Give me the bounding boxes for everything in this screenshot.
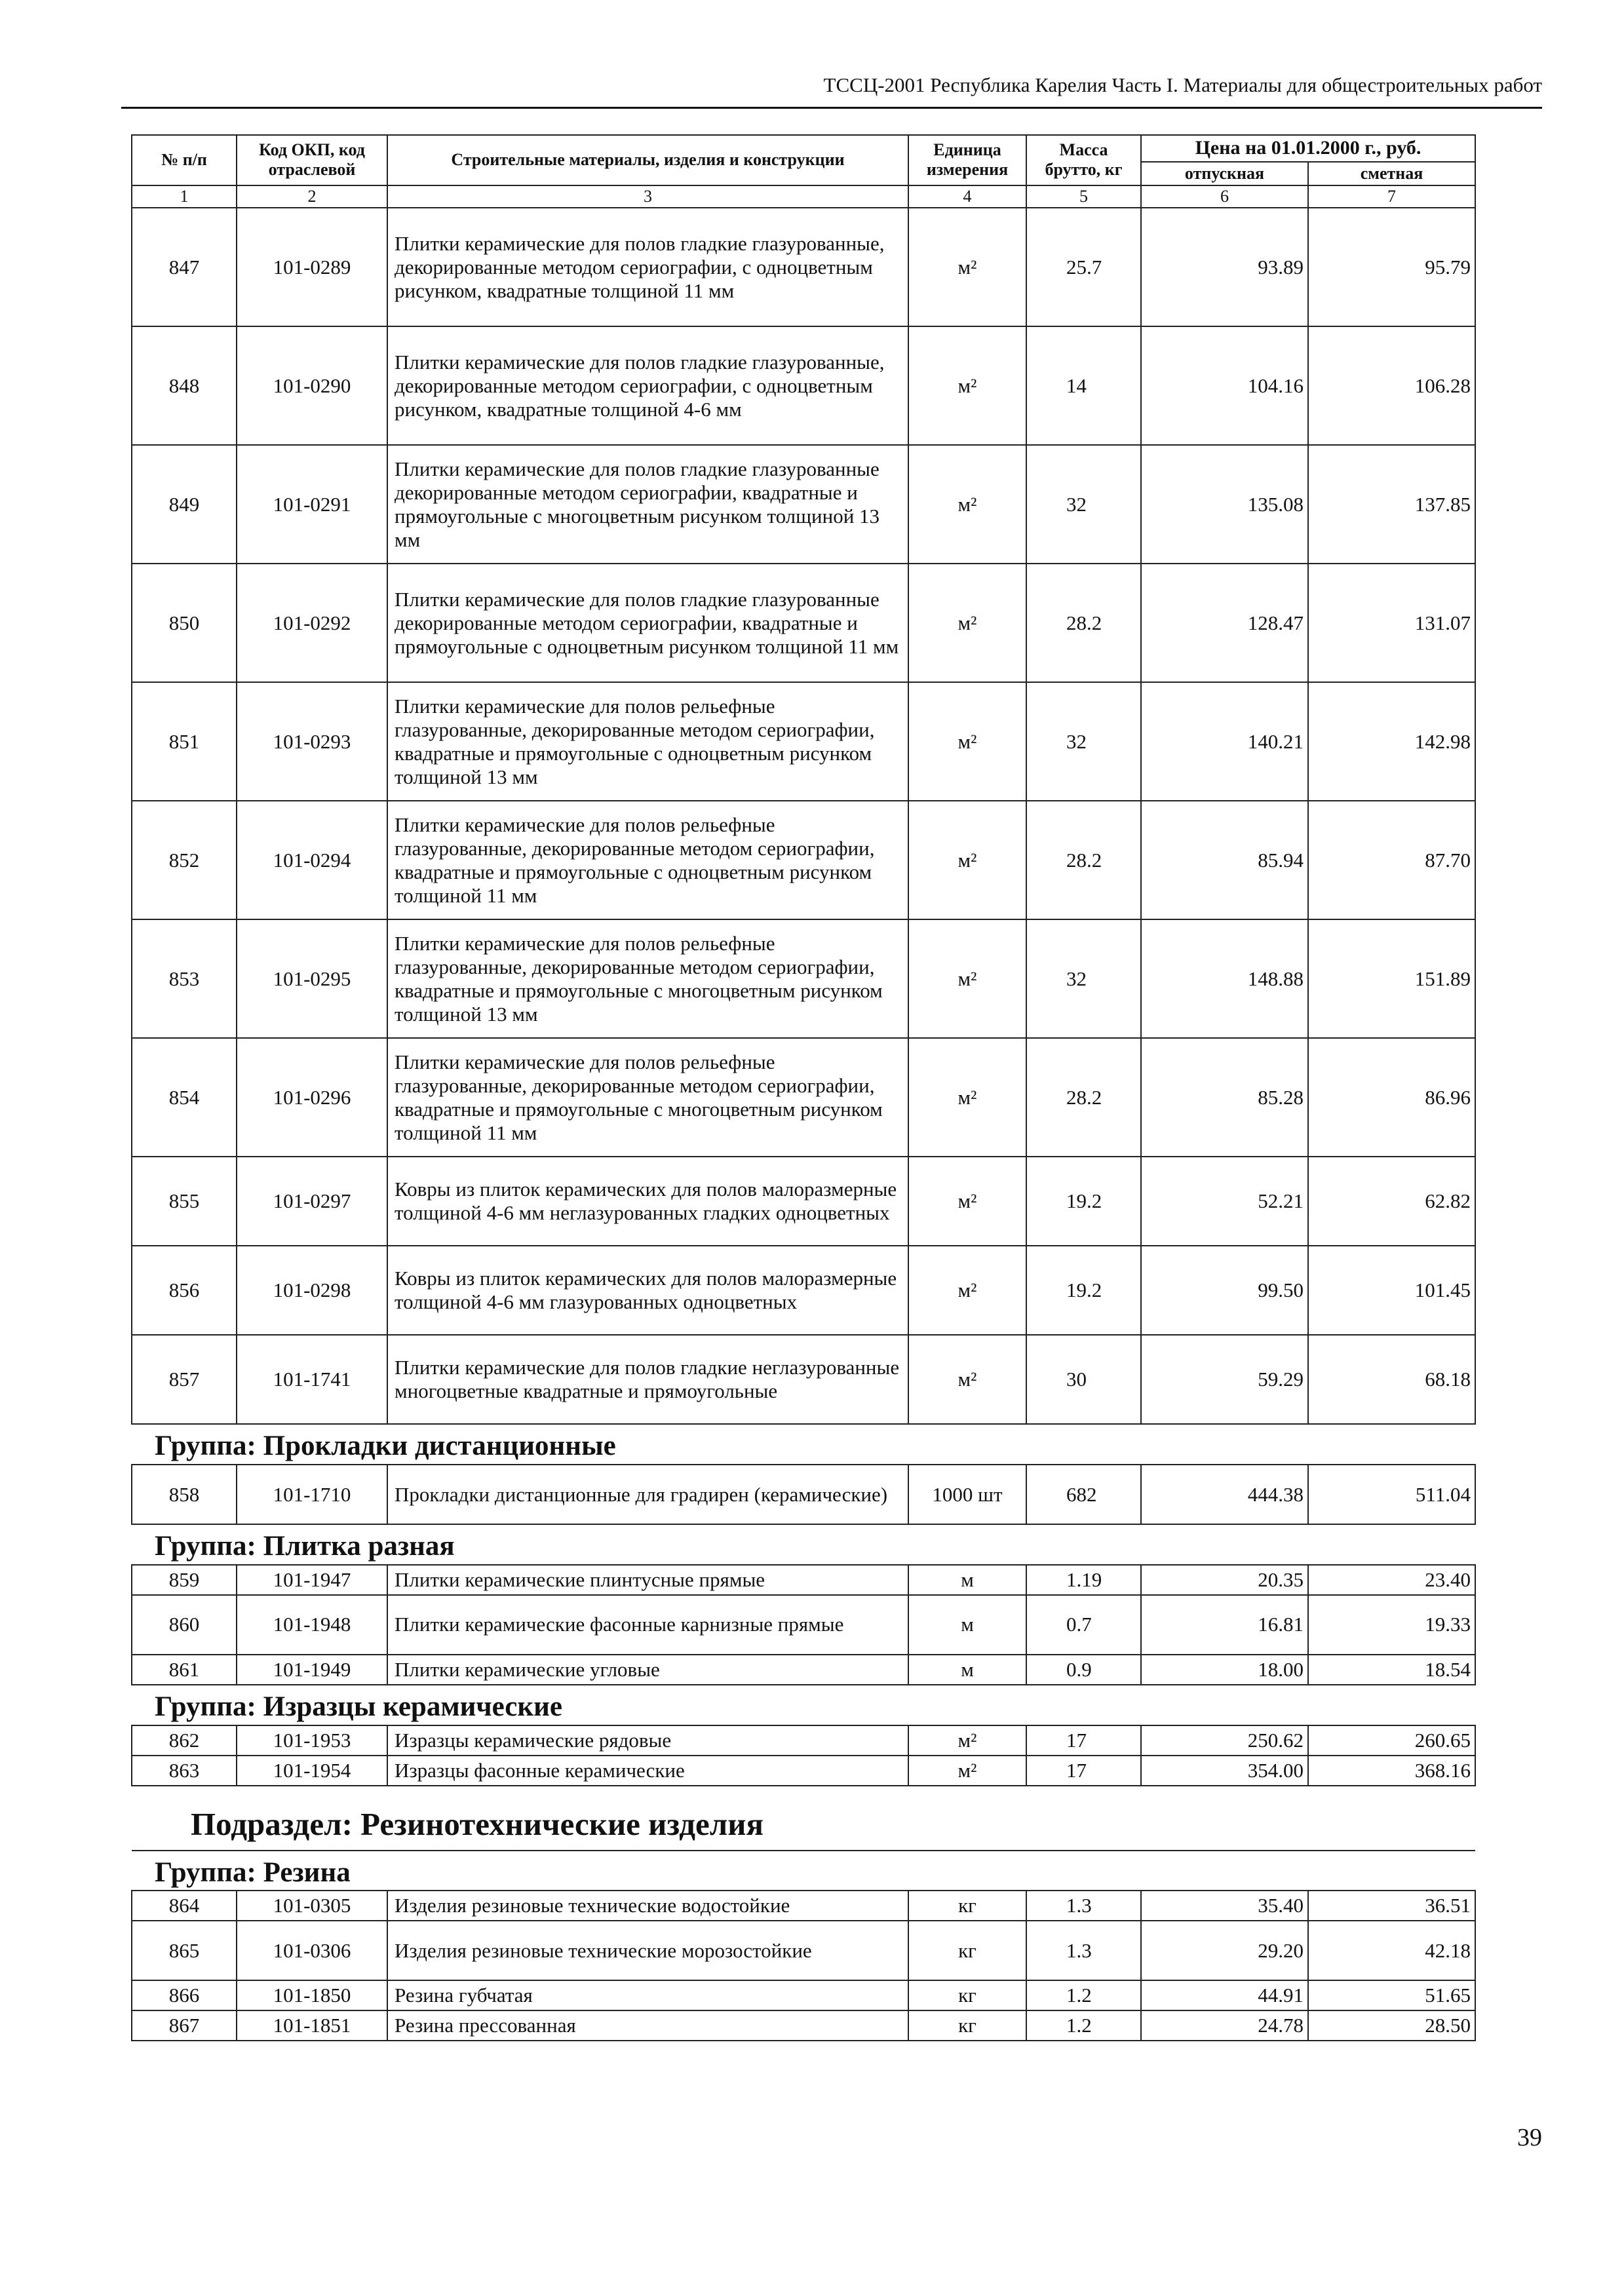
row-name: Плитки керамические для полов гладкие глазурованные декорированные методом сериографии, квадратные и прямоугольные с одноцветным рисунком толщиной 11 мм: [387, 564, 908, 682]
subsection-heading: [132, 1786, 1475, 1851]
table-row: [132, 1980, 1475, 2010]
row-price-release: 128.47: [1141, 564, 1308, 682]
column-number-row: [132, 185, 1475, 208]
row-unit: м²: [908, 1335, 1026, 1424]
row-price-estimate: 151.89: [1308, 919, 1475, 1038]
materials-price-table: [131, 134, 1476, 2041]
page-number: 39: [1517, 2124, 1542, 2151]
row-code: 101-0294: [237, 801, 387, 919]
table-row: [132, 1655, 1475, 1685]
row-price-release: 24.78: [1141, 2010, 1308, 2041]
row-unit: м²: [908, 326, 1026, 445]
row-num: 851: [132, 682, 237, 801]
table-row: [132, 208, 1475, 326]
group-heading-rubber: [132, 1851, 1475, 1891]
row-unit: м²: [908, 208, 1026, 326]
row-name: Плитки керамические для полов рельефные глазурованные, декорированные методом сериографии, квадратные и прямоугольные с многоцветным рисунком толщиной 11 мм: [387, 1038, 908, 1157]
row-price-estimate: 62.82: [1308, 1157, 1475, 1246]
row-code: 101-1953: [237, 1725, 387, 1756]
column-number: 5: [1026, 185, 1141, 208]
group-heading-izraztsy: [132, 1685, 1475, 1725]
group-title: Группа: Изразцы керамические: [132, 1685, 1475, 1725]
header-divider: [121, 107, 1542, 109]
row-mass: 0.9: [1026, 1655, 1141, 1685]
row-name: Прокладки дистанционные для градирен (керамические): [387, 1465, 908, 1524]
row-unit: м²: [908, 445, 1026, 564]
row-unit: м: [908, 1655, 1026, 1685]
page-header-title: ТССЦ-2001 Республика Карелия Часть I. Материалы для общестроительных работ: [823, 73, 1542, 96]
row-price-estimate: 87.70: [1308, 801, 1475, 919]
row-unit: м²: [908, 1038, 1026, 1157]
row-mass: 0.7: [1026, 1595, 1141, 1655]
row-num: 867: [132, 2010, 237, 2041]
column-number: 1: [132, 185, 237, 208]
row-mass: 17: [1026, 1725, 1141, 1756]
table-row: [132, 1921, 1475, 1980]
col-header-num: № п/п: [132, 135, 237, 185]
row-name: Плитки керамические для полов рельефные глазурованные, декорированные методом сериографии, квадратные и прямоугольные с одноцветным рисунком толщиной 11 мм: [387, 801, 908, 919]
table-row: [132, 1157, 1475, 1246]
col-header-unit: Единица измерения: [908, 135, 1026, 185]
row-mass: 25.7: [1026, 208, 1141, 326]
row-code: 101-1710: [237, 1465, 387, 1524]
column-number: 4: [908, 185, 1026, 208]
row-price-estimate: 18.54: [1308, 1655, 1475, 1685]
row-code: 101-0292: [237, 564, 387, 682]
row-num: 859: [132, 1565, 237, 1595]
row-num: 866: [132, 1980, 237, 2010]
row-num: 847: [132, 208, 237, 326]
row-price-estimate: 368.16: [1308, 1756, 1475, 1786]
row-price-estimate: 28.50: [1308, 2010, 1475, 2041]
row-mass: 32: [1026, 445, 1141, 564]
table-row: [132, 1725, 1475, 1756]
row-price-estimate: 19.33: [1308, 1595, 1475, 1655]
row-name: Изделия резиновые технические морозостойкие: [387, 1921, 908, 1980]
row-price-estimate: 101.45: [1308, 1246, 1475, 1335]
row-num: 862: [132, 1725, 237, 1756]
row-price-release: 85.94: [1141, 801, 1308, 919]
row-num: 854: [132, 1038, 237, 1157]
table-row: [132, 1038, 1475, 1157]
row-name: Ковры из плиток керамических для полов малоразмерные толщиной 4-6 мм глазурованных одноцветных: [387, 1246, 908, 1335]
row-num: 858: [132, 1465, 237, 1524]
row-code: 101-0305: [237, 1891, 387, 1921]
table-row: [132, 445, 1475, 564]
row-code: 101-1851: [237, 2010, 387, 2041]
row-price-release: 135.08: [1141, 445, 1308, 564]
row-mass: 682: [1026, 1465, 1141, 1524]
row-price-release: 148.88: [1141, 919, 1308, 1038]
row-unit: м: [908, 1565, 1026, 1595]
row-name: Изразцы фасонные керамические: [387, 1756, 908, 1786]
table-row: [132, 919, 1475, 1038]
row-code: 101-0295: [237, 919, 387, 1038]
row-mass: 17: [1026, 1756, 1141, 1786]
row-name: Плитки керамические для полов гладкие глазурованные, декорированные методом сериографии, с одноцветным рисунком, квадратные толщиной 11 мм: [387, 208, 908, 326]
row-num: 848: [132, 326, 237, 445]
row-num: 852: [132, 801, 237, 919]
row-mass: 1.2: [1026, 1980, 1141, 2010]
row-num: 850: [132, 564, 237, 682]
column-number: 6: [1141, 185, 1308, 208]
row-price-release: 354.00: [1141, 1756, 1308, 1786]
row-unit: кг: [908, 2010, 1026, 2041]
row-name: Плитки керамические для полов рельефные глазурованные, декорированные методом сериографии, квадратные и прямоугольные с многоцветным рисунком толщиной 13 мм: [387, 919, 908, 1038]
row-unit: кг: [908, 1891, 1026, 1921]
row-price-release: 16.81: [1141, 1595, 1308, 1655]
row-num: 857: [132, 1335, 237, 1424]
col-header-mass: Масса брутто, кг: [1026, 135, 1141, 185]
row-num: 863: [132, 1756, 237, 1786]
table-row: [132, 682, 1475, 801]
row-mass: 14: [1026, 326, 1141, 445]
row-mass: 19.2: [1026, 1157, 1141, 1246]
row-num: 864: [132, 1891, 237, 1921]
row-price-estimate: 260.65: [1308, 1725, 1475, 1756]
row-price-release: 93.89: [1141, 208, 1308, 326]
row-price-release: 29.20: [1141, 1921, 1308, 1980]
row-price-release: 99.50: [1141, 1246, 1308, 1335]
row-price-release: 444.38: [1141, 1465, 1308, 1524]
row-unit: м: [908, 1595, 1026, 1655]
table-row: [132, 2010, 1475, 2041]
col-header-code: Код ОКП, код отраслевой: [237, 135, 387, 185]
row-mass: 32: [1026, 919, 1141, 1038]
row-price-estimate: 86.96: [1308, 1038, 1475, 1157]
row-price-release: 250.62: [1141, 1725, 1308, 1756]
row-unit: кг: [908, 1921, 1026, 1980]
table-row: [132, 801, 1475, 919]
subsection-title: Подраздел: Резинотехнические изделия: [132, 1786, 1475, 1851]
group-heading-spacers: [132, 1424, 1475, 1465]
row-price-estimate: 95.79: [1308, 208, 1475, 326]
row-price-estimate: 42.18: [1308, 1921, 1475, 1980]
row-price-release: 104.16: [1141, 326, 1308, 445]
row-price-release: 59.29: [1141, 1335, 1308, 1424]
row-price-release: 35.40: [1141, 1891, 1308, 1921]
col-header-price-release: отпускная: [1141, 162, 1308, 185]
row-num: 860: [132, 1595, 237, 1655]
row-name: Плитки керамические для полов гладкие неглазурованные многоцветные квадратные и прямоугольные: [387, 1335, 908, 1424]
group-title: Группа: Прокладки дистанционные: [132, 1424, 1475, 1465]
row-price-release: 20.35: [1141, 1565, 1308, 1595]
row-code: 101-0291: [237, 445, 387, 564]
table-row: [132, 1891, 1475, 1921]
row-unit: м²: [908, 1246, 1026, 1335]
row-unit: м²: [908, 1157, 1026, 1246]
row-code: 101-0296: [237, 1038, 387, 1157]
row-code: 101-0298: [237, 1246, 387, 1335]
row-num: 865: [132, 1921, 237, 1980]
row-price-estimate: 137.85: [1308, 445, 1475, 564]
row-unit: кг: [908, 1980, 1026, 2010]
row-code: 101-1741: [237, 1335, 387, 1424]
row-price-estimate: 68.18: [1308, 1335, 1475, 1424]
row-mass: 19.2: [1026, 1246, 1141, 1335]
row-code: 101-1954: [237, 1756, 387, 1786]
table-row: [132, 1246, 1475, 1335]
row-num: 856: [132, 1246, 237, 1335]
group-heading-tiles: [132, 1524, 1475, 1565]
row-unit: м²: [908, 1725, 1026, 1756]
row-name: Плитки керамические для полов гладкие глазурованные декорированные методом сериографии, квадратные и прямоугольные с многоцветным рисунком толщиной 13 мм: [387, 445, 908, 564]
col-header-price-group: Цена на 01.01.2000 г., руб.: [1141, 135, 1475, 162]
row-code: 101-0306: [237, 1921, 387, 1980]
table-row: [132, 1756, 1475, 1786]
row-price-estimate: 511.04: [1308, 1465, 1475, 1524]
table-row: [132, 1335, 1475, 1424]
column-number: 3: [387, 185, 908, 208]
table-row: [132, 1565, 1475, 1595]
table-row: [132, 326, 1475, 445]
row-mass: 1.3: [1026, 1891, 1141, 1921]
row-num: 855: [132, 1157, 237, 1246]
row-num: 861: [132, 1655, 237, 1685]
row-mass: 32: [1026, 682, 1141, 801]
table-row: [132, 564, 1475, 682]
row-price-estimate: 106.28: [1308, 326, 1475, 445]
row-unit: м²: [908, 801, 1026, 919]
row-code: 101-1948: [237, 1595, 387, 1655]
row-price-release: 44.91: [1141, 1980, 1308, 2010]
row-price-release: 18.00: [1141, 1655, 1308, 1685]
row-code: 101-0297: [237, 1157, 387, 1246]
row-unit: м²: [908, 564, 1026, 682]
row-name: Плитки керамические для полов гладкие глазурованные, декорированные методом сериографии, с одноцветным рисунком, квадратные толщиной 4-6 мм: [387, 326, 908, 445]
col-header-name: Строительные материалы, изделия и конструкции: [387, 135, 908, 185]
row-price-estimate: 131.07: [1308, 564, 1475, 682]
row-code: 101-1850: [237, 1980, 387, 2010]
table-row: [132, 1595, 1475, 1655]
row-name: Плитки керамические фасонные карнизные прямые: [387, 1595, 908, 1655]
row-price-release: 52.21: [1141, 1157, 1308, 1246]
table-row: [132, 1465, 1475, 1524]
column-number: 7: [1308, 185, 1475, 208]
row-mass: 1.19: [1026, 1565, 1141, 1595]
row-name: Ковры из плиток керамических для полов малоразмерные толщиной 4-6 мм неглазурованных гладких одноцветных: [387, 1157, 908, 1246]
row-price-estimate: 36.51: [1308, 1891, 1475, 1921]
row-num: 853: [132, 919, 237, 1038]
row-name: Плитки керамические угловые: [387, 1655, 908, 1685]
row-unit: м²: [908, 1756, 1026, 1786]
row-num: 849: [132, 445, 237, 564]
row-name: Изразцы керамические рядовые: [387, 1725, 908, 1756]
row-code: 101-1947: [237, 1565, 387, 1595]
row-mass: 28.2: [1026, 564, 1141, 682]
row-price-estimate: 51.65: [1308, 1980, 1475, 2010]
row-name: Изделия резиновые технические водостойкие: [387, 1891, 908, 1921]
row-code: 101-0290: [237, 326, 387, 445]
row-name: Плитки керамические для полов рельефные глазурованные, декорированные методом сериографии, квадратные и прямоугольные с одноцветным рисунком толщиной 13 мм: [387, 682, 908, 801]
row-name: Резина прессованная: [387, 2010, 908, 2041]
row-code: 101-0289: [237, 208, 387, 326]
row-mass: 28.2: [1026, 1038, 1141, 1157]
row-unit: 1000 шт: [908, 1465, 1026, 1524]
col-header-price-estimate: сметная: [1308, 162, 1475, 185]
row-mass: 1.3: [1026, 1921, 1141, 1980]
row-mass: 28.2: [1026, 801, 1141, 919]
row-price-release: 85.28: [1141, 1038, 1308, 1157]
row-price-estimate: 23.40: [1308, 1565, 1475, 1595]
row-code: 101-0293: [237, 682, 387, 801]
row-name: Плитки керамические плинтусные прямые: [387, 1565, 908, 1595]
row-unit: м²: [908, 682, 1026, 801]
row-price-estimate: 142.98: [1308, 682, 1475, 801]
row-unit: м²: [908, 919, 1026, 1038]
row-mass: 1.2: [1026, 2010, 1141, 2041]
column-number: 2: [237, 185, 387, 208]
group-title: Группа: Резина: [132, 1851, 1475, 1891]
row-mass: 30: [1026, 1335, 1141, 1424]
row-price-release: 140.21: [1141, 682, 1308, 801]
header-row: [132, 135, 1475, 162]
group-title: Группа: Плитка разная: [132, 1524, 1475, 1565]
row-code: 101-1949: [237, 1655, 387, 1685]
row-name: Резина губчатая: [387, 1980, 908, 2010]
